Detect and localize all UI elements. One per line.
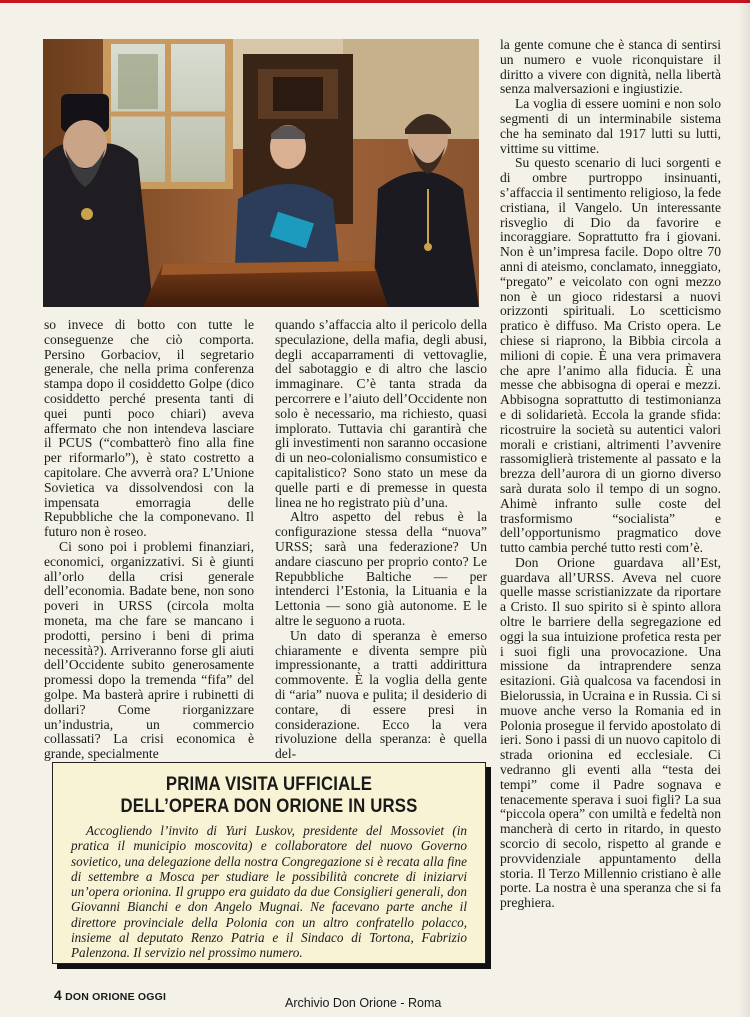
paragraph: quando s’affaccia alto il pericolo della speculazione, della mafia, degli abusi, degli accaparramenti di vettovaglie, del sabotaggio e di altro che lascio immaginare. C’è tanta strada da percorrere e l’aiuto dell’Occidente non solo è necessario, ma richiesto, quasi implorato. Tuttavia chi garantirà che gli investimenti non saranno occasione di un neo-colonialismo consumistico e capitalistico? Sono stato un mese da quelle parti e di premesse in questa linea ne ho registrato più d’una. (275, 317, 487, 510)
page-footer (54, 987, 166, 1003)
box-text: Accogliendo l’invito di Yuri Luskov, presidente del Mossoviet (in pratica il municipio moscovita) e collaboratore del nuovo Governo sovietico, una delegazione della nostra Congregazione si è recata alla fine di settembre a Mosca per studiare le possibilità concrete di iniziarvi un’opera orionina. Il gruppo era guidato da due Consiglieri generali, don Giovanni Bianchi e don Angelo Mugnai. Ne facevano parte anche il direttore provinciale della Polonia con un altro confratello polacco, insieme al deputato Renzo Patria e il Sindaco di Tortona, Fabrizio Palenzona. Il servizio nel prossimo numero. (71, 823, 467, 961)
article-photo (43, 39, 479, 307)
paragraph: Don Orione guardava all’Est, guardava all’URSS. Aveva nel cuore quelle masse scristianizzate da riportare a Cristo. Il suo spirito si è spinto allora oltre le barriere della segregazione ed oggi la sua intuizione profetica resta per i suoi figli una provocazione. Una missione da intraprendere senza esitazioni. Già qualcosa va facendosi in Bielorussia, in Ucraina e in Russia. Ci si muove anche verso la Romania ed in Polonia prosegue il fervido apostolato di ieri. Sono i passi di un nuovo capitolo di strada orionina ed ecclesiale. Ci vedranno gli eventi alla “testa dei tempi” come il Padre sognava e tenacemente sperava i suoi figli? La sua “piccola opera” con umiltà e fedeltà non mancherà di certo in ritardo, in questo scorcio di secolo, rispetto al grande e provvidenziale appuntamento della storia. Il Terzo Millennio cristiano è alle porte. La nostra è una speranza che si fa preghiera. (500, 554, 721, 911)
paragraph: Altro aspetto del rebus è la configurazione stessa della “nuova” URSS; sarà una federazione? Un andare ciascuno per proprio conto? Le Repubbliche Baltiche — per intenderci l’Estonia, la Lituania e la Lettonia — sono già autonome. E le altre le seguono a ruota. (275, 509, 487, 628)
box-title-line-2: DELL’OPERA DON ORIONE IN URSS (120, 795, 418, 817)
photo-icon (43, 39, 479, 307)
paragraph: Un dato di speranza è emerso chiaramente e diventa sempre più impressionante, a tratti addirittura commovente. È la voglia della gente di “aria” nuova e pulita; il desiderio di contare, di essere presi in considerazione. Ecco la vera rivoluzione della speranza: è quella del- (275, 627, 487, 762)
official-visit-box (52, 762, 486, 964)
page-edge-shadow (738, 0, 750, 1017)
box-title (83, 773, 455, 817)
archive-credit: Archivio Don Orione - Roma (285, 996, 442, 1010)
paragraph: la gente comune che è stanca di sentirsi un numero e vuole riconquistare il diritto a vivere con dignità, nella libertà senza malversazioni e ingiustizie. (500, 37, 721, 97)
article-column-1 (44, 318, 254, 762)
magazine-name: DON ORIONE OGGI (65, 991, 167, 1003)
box-title-line-1: PRIMA VISITA UFFICIALE (165, 773, 373, 795)
top-red-rule (0, 0, 750, 3)
paragraph: La voglia di essere uomini e non solo segmenti di un interminabile sistema che ha seminato dal 1917 lutti su lutti, vittime su vittime. (500, 96, 721, 156)
article-column-2 (275, 318, 487, 762)
paragraph: Su questo scenario di luci sorgenti e di ombre purtroppo insinuanti, s’affaccia il sentimento religioso, la fede cristiana, il Vangelo. Un interessante risveglio di Dio da favorire e incoraggiare. Soprattutto fra i giovani. Non è un’impresa facile. Dopo oltre 70 anni di ateismo, conclamato, inneggiato, “pregato” e veicolato con ogni mezzo non è un gioco ridestarsi a nuovi orizzonti spirituali. Lo scetticismo pratico è diffuso. Ma Cristo opera. Le chiese si riaprono, la Bibbia circola a milioni di copie. È una vera primavera che apre l’animo alla fiducia. È una messe che abbisogna di operai e mezzi. Abbisogna soprattutto di testimonianza e di solidarietà. Eccola la grande sfida: ricostruire la società su autentici valori morali e cristiani, altrimenti l’avvenire rassomiglierà tristemente al passato e la brezza dell’aurora di un giorno diverso sarà durata solo il tempo di un sogno. Ahimè infranto sulle coste del trasformismo “socialista” e dell’opportunismo pragmatico dove tutto cambia perché tutto resti com’è. (500, 155, 721, 556)
article-column-3 (500, 38, 721, 911)
paragraph: Ci sono poi i problemi finanziari, economici, organizzativi. Si è giunti all’orlo della crisi generale dell’economia. Badate bene, non sono poveri in URSS (circola molta moneta, ma che fare se mancano i prodotti, persino i beni di prima necessità?). Arriveranno forse gli aiuti dell’Occidente subito generosamente promessi dopo la tremenda “fifa” del golpe. Ma basterà aprire i rubinetti di dollari? Come riorganizzare un’industria, un commercio collassati? La crisi economica è grande, specialmente (44, 538, 254, 762)
page-number: 4 (54, 987, 62, 1003)
paragraph: so invece di botto con tutte le conseguenze che ciò comporta. Persino Gorbaciov, il segretario generale, che nella prima conferenza stampa dopo il cosiddetto Golpe (dico cosiddetto perché presenta tanti di quei punti poco chiari) aveva affermato che non intendeva lasciare il PCUS (“combatterò fino alla fine per riformarlo”), è stato costretto a capitolare. Che avverrà ora? L’Unione Sovietica va dissolvendosi con la impensata emorragia delle Repubbliche che la componevano. Il futuro non è roseo. (44, 317, 254, 540)
